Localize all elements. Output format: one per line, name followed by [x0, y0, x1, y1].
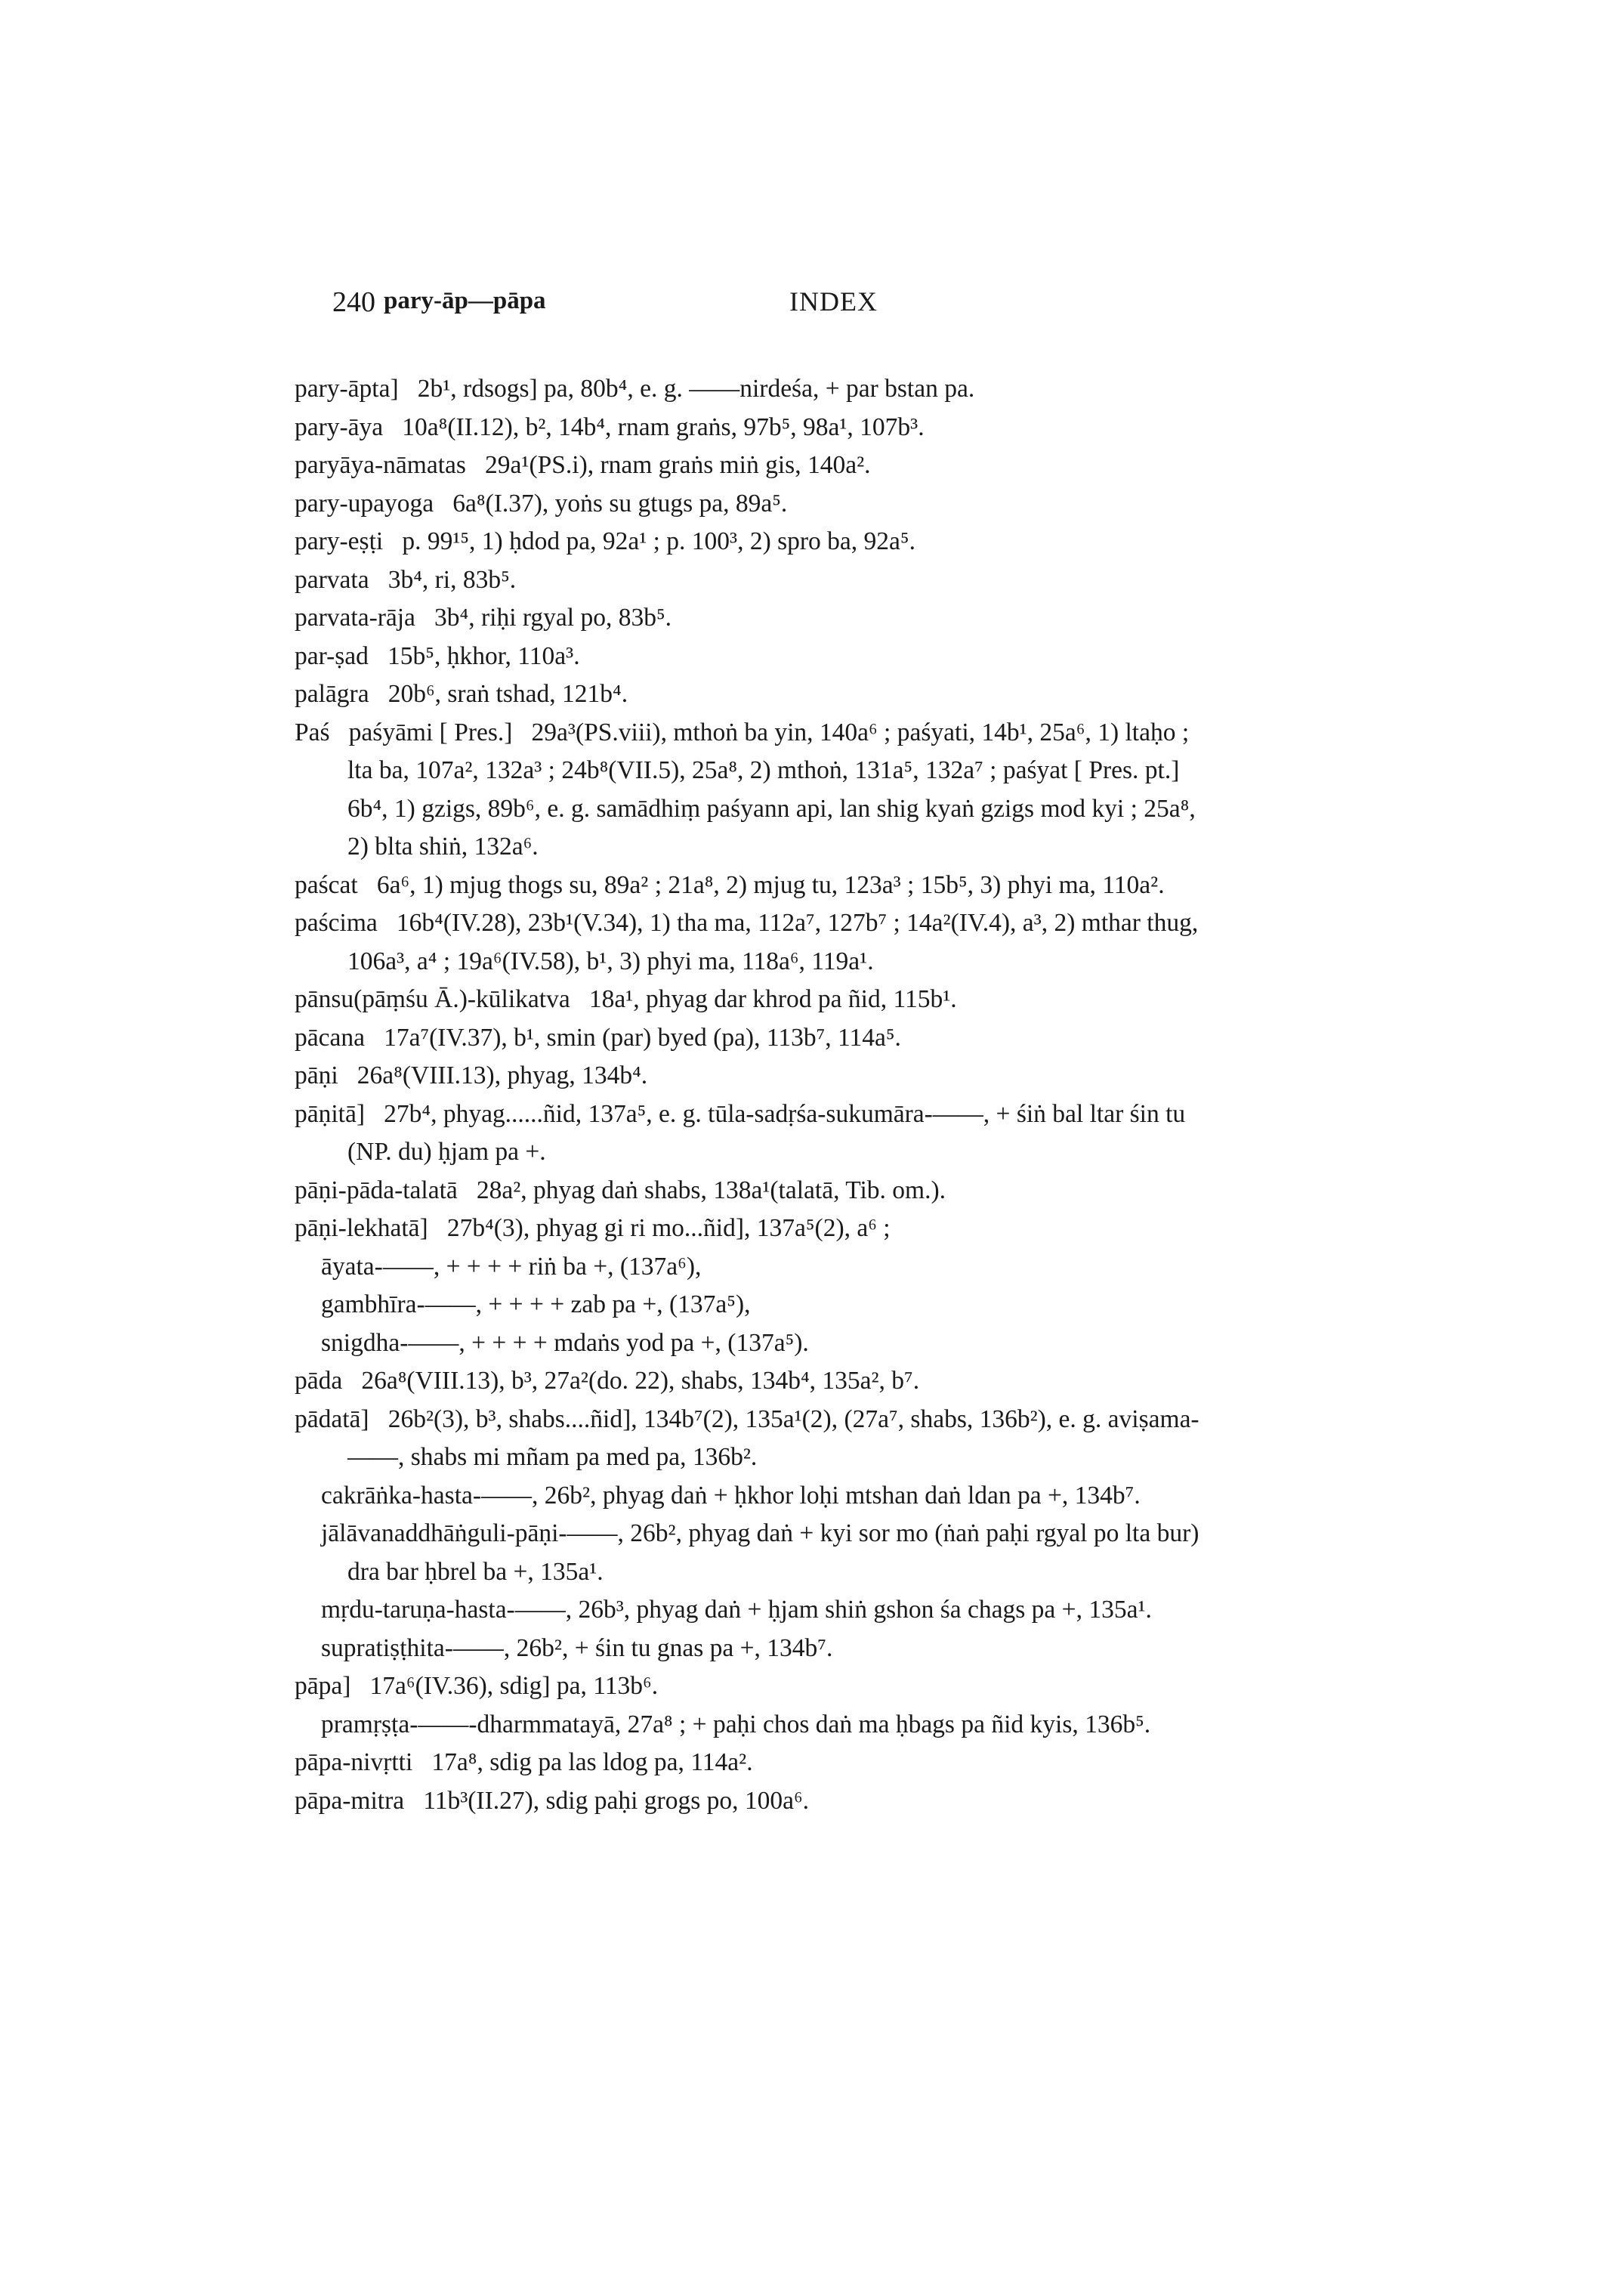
index-entry: pary-āya 10a⁸(II.12), b², 14b⁴, rnam graṅs, 97b⁵, 98a¹, 107b³.: [295, 413, 925, 441]
index-entry: pāṇi-lekhatā] 27b⁴(3), phyag gi ri mo...ñid], 137a⁵(2), a⁶ ;: [295, 1214, 891, 1242]
index-entry: pāda 26a⁸(VIII.13), b³, 27a²(do. 22), shabs, 134b⁴, 135a², b⁷.: [295, 1367, 920, 1395]
index-entry-continuation: mṛdu-taruṇa-hasta-——, 26b³, phyag daṅ + ḥjam shiṅ gshon śa chags pa +, 135a¹.: [321, 1596, 1152, 1624]
index-entry-continuation: cakrāṅka-hasta-——, 26b², phyag daṅ + ḥkhor loḥi mtshan daṅ ldan pa +, 134b⁷.: [321, 1481, 1141, 1510]
index-entry: paryāya-nāmatas 29a¹(PS.i), rnam graṅs miṅ gis, 140a².: [295, 451, 871, 479]
index-entry-continuation: 6b⁴, 1) gzigs, 89b⁶, e. g. samādhiṃ paśyann api, lan shig kyaṅ gzigs mod kyi ; 25a⁸,: [347, 794, 1196, 823]
index-entry: paścat 6a⁶, 1) mjug thogs su, 89a² ; 21a⁸, 2) mjug tu, 123a³ ; 15b⁵, 3) phyi ma, 110a².: [295, 870, 1165, 899]
page-number: 240: [332, 286, 375, 318]
index-entry: pāpa-mitra 11b³(II.27), sdig paḥi grogs po, 100a⁶.: [295, 1786, 810, 1815]
index-entry-continuation: 2) blta shiṅ, 132a⁶.: [347, 833, 539, 861]
index-entry-continuation: lta ba, 107a², 132a³ ; 24b⁸(VII.5), 25a⁸, 2) mthoṅ, 131a⁵, 132a⁷ ; paśyat [ Pres. pt.]: [347, 756, 1180, 784]
index-entries: [295, 370, 1405, 1820]
index-entry-continuation: dra bar ḥbrel ba +, 135a¹.: [347, 1557, 604, 1586]
index-entry: parvata-rāja 3b⁴, riḥi rgyal po, 83b⁵.: [295, 604, 672, 632]
index-entry-continuation: supratiṣṭhita-——, 26b², + śin tu gnas pa +, 134b⁷.: [321, 1633, 833, 1662]
index-entry: pāpa] 17a⁶(IV.36), sdig] pa, 113b⁶.: [295, 1672, 659, 1700]
index-entry-continuation: āyata-——, + + + + riṅ ba +, (137a⁶),: [321, 1252, 702, 1281]
index-entry-continuation: snigdha-——, + + + + mdaṅs yod pa +, (137a⁵).: [321, 1328, 809, 1357]
index-entry-continuation: pramṛṣṭa-——-dharmmatayā, 27a⁸ ; + paḥi chos daṅ ma ḥbags pa ñid kyis, 136b⁵.: [321, 1710, 1151, 1738]
index-entry: par-ṣad 15b⁵, ḥkhor, 110a³.: [295, 641, 580, 670]
index-entry: pānsu(pāṃśu Ā.)-kūlikatva 18a¹, phyag dar khrod pa ñid, 115b¹.: [295, 985, 957, 1013]
index-entry: pāpa-nivṛtti 17a⁸, sdig pa las ldog pa, 114a².: [295, 1748, 753, 1776]
index-entry: pary-eṣṭi p. 99¹⁵, 1) ḥdod pa, 92a¹ ; p. 100³, 2) spro ba, 92a⁵.: [295, 527, 915, 555]
page-header: [332, 286, 1390, 323]
index-entry: pāṇi 26a⁸(VIII.13), phyag, 134b⁴.: [295, 1061, 648, 1089]
index-entry: parvata 3b⁴, ri, 83b⁵.: [295, 565, 517, 594]
index-entry: paścima 16b⁴(IV.28), 23b¹(V.34), 1) tha ma, 112a⁷, 127b⁷ ; 14a²(IV.4), a³, 2) mthar thug,: [295, 909, 1199, 937]
index-entry-continuation: gambhīra-——, + + + + zab pa +, (137a⁵),: [321, 1290, 751, 1318]
index-entry-continuation: jālāvanaddhāṅguli-pāṇi-——, 26b², phyag daṅ + kyi sor mo (ṅaṅ paḥi rgyal po lta bur): [321, 1519, 1199, 1547]
running-head-title: INDEX: [789, 286, 878, 317]
index-entry-continuation: 106a³, a⁴ ; 19a⁶(IV.58), b¹, 3) phyi ma, 118a⁶, 119a¹.: [347, 947, 874, 975]
index-entry: pācana 17a⁷(IV.37), b¹, smin (par) byed (pa), 113b⁷, 114a⁵.: [295, 1023, 901, 1052]
index-entry-continuation: (NP. du) ḥjam pa +.: [347, 1138, 546, 1166]
index-entry: pary-āpta] 2b¹, rdsogs] pa, 80b⁴, e. g. ——nirdeśa, + par bstan pa.: [295, 375, 975, 403]
index-entry: Paś paśyāmi [ Pres.] 29a³(PS.viii), mthoṅ ba yin, 140a⁶ ; paśyati, 14b¹, 25a⁶, 1) ltaḥo ;: [295, 718, 1190, 746]
running-head-range: pary-āp—pāpa: [384, 287, 546, 314]
index-entry: pāṇi-pāda-talatā 28a², phyag daṅ shabs, 138a¹(talatā, Tib. om.).: [295, 1176, 946, 1204]
index-entry: palāgra 20b⁶, sraṅ tshad, 121b⁴.: [295, 680, 628, 708]
index-entry: pary-upayoga 6a⁸(I.37), yoṅs su gtugs pa, 89a⁵.: [295, 489, 788, 518]
index-entry: pādatā] 26b²(3), b³, shabs....ñid], 134b⁷(2), 135a¹(2), (27a⁷, shabs, 136b²), e. g. aviṣama-: [295, 1404, 1199, 1433]
index-entry: pāṇitā] 27b⁴, phyag......ñid, 137a⁵, e. g. tūla-sadṛśa-sukumāra-——, + śiṅ bal ltar śin tu: [295, 1099, 1186, 1128]
index-entry-continuation: ——, shabs mi mñam pa med pa, 136b².: [347, 1443, 758, 1471]
